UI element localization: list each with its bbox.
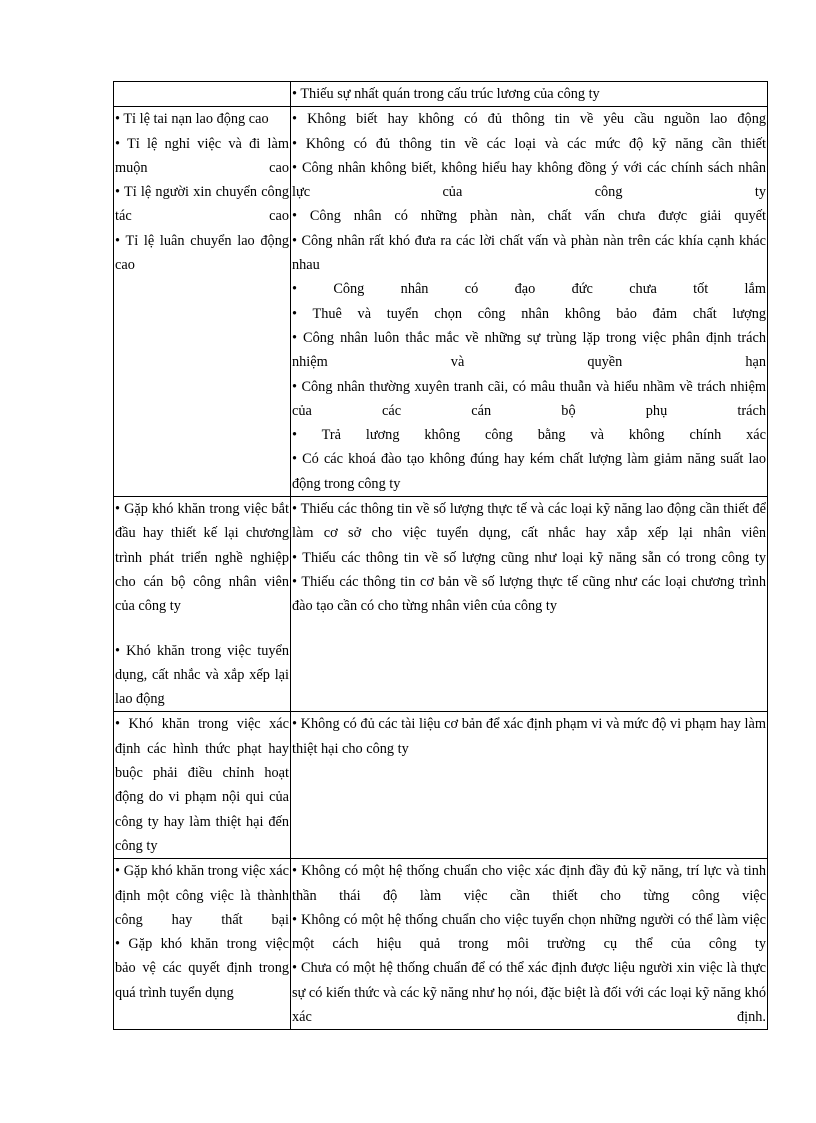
symptom-item: • Tỉ lệ luân chuyển lao động cao bbox=[115, 232, 289, 274]
cause-item: • Thiếu các thông tin về số lượng cũng như loại kỹ năng sẵn có trong công ty bbox=[292, 549, 766, 566]
cause-item: • Chưa có một hệ thống chuẩn để có thể xác định được liệu người xin việc là thực sự có kiến thức và các kỹ năng như họ nói, đặc biệt là đối với các loại kỹ năng khó xác định. bbox=[292, 960, 766, 1025]
cause-item: • Không có đủ thông tin về các loại và các mức độ kỹ năng cần thiết bbox=[292, 135, 766, 152]
cause-item: • Công nhân không biết, không hiểu hay không đồng ý với các chính sách nhân lực của công ty bbox=[292, 159, 766, 201]
cause-item: • Trả lương không công bằng và không chính xác bbox=[292, 427, 766, 444]
symptom-cell bbox=[114, 107, 291, 497]
symptom-cell bbox=[114, 859, 291, 1030]
cause-item: • Công nhân có đạo đức chưa tốt lắm bbox=[292, 281, 766, 298]
cause-item: • Thiếu các thông tin cơ bản về số lượng thực tế cũng như các loại chương trình đào tạo cần có cho từng nhân viên của công ty bbox=[292, 573, 766, 615]
cause-item: • Công nhân rất khó đưa ra các lời chất vấn và phàn nàn trên các khía cạnh khác nhau bbox=[292, 232, 766, 274]
table-row bbox=[114, 82, 768, 107]
cause-item: • Không có một hệ thống chuẩn cho việc tuyển chọn những người có thể làm việc một cách hiệu quả trong môi trường cụ thể của công ty bbox=[292, 911, 766, 953]
cause-item: • Có các khoá đào tạo không đúng hay kém chất lượng làm giảm năng suất lao động trong công ty bbox=[292, 451, 766, 492]
cause-item: • Không có đủ các tài liệu cơ bản để xác định phạm vi và mức độ vi phạm hay làm thiệt hại cho công ty bbox=[292, 716, 766, 757]
table-row bbox=[114, 859, 768, 1030]
cause-item: • Không biết hay không có đủ thông tin về yêu cầu nguồn lao động bbox=[292, 111, 766, 128]
symptom-item: • Gặp khó khăn trong việc bắt đầu hay thiết kế lại chương trình phát triển nghề nghiệp cho cán bộ công nhân viên của công ty bbox=[115, 501, 289, 615]
cause-item: • Thuê và tuyển chọn công nhân không bảo đảm chất lượng bbox=[292, 305, 766, 322]
table-row bbox=[114, 497, 768, 712]
symptom-item: • Gặp khó khăn trong việc xác định một công việc là thành công hay thất bại bbox=[115, 863, 289, 928]
symptom-item: • Khó khăn trong việc xác định các hình thức phạt hay buộc phải điều chỉnh hoạt động do vi phạm nội qui của công ty hay làm thiệt hại đến công ty bbox=[115, 716, 289, 854]
cause-cell bbox=[291, 859, 768, 1030]
symptom-item: • Tỉ lệ người xin chuyển công tác cao bbox=[115, 184, 289, 225]
symptom-item: • Khó khăn trong việc tuyển dụng, cất nhắc và xắp xếp lại lao động bbox=[115, 642, 289, 708]
cause-cell bbox=[291, 712, 768, 859]
cause-item: • Không có một hệ thống chuẩn cho việc xác định đầy đủ kỹ năng, trí lực và tinh thần thái độ làm việc cần thiết cho từng công việc bbox=[292, 863, 766, 904]
symptom-cell bbox=[114, 712, 291, 859]
table-row bbox=[114, 107, 768, 497]
symptom-cell bbox=[114, 497, 291, 712]
cause-cell bbox=[291, 107, 768, 497]
symptom-item: • Tỉ lệ nghỉ việc và đi làm muộn cao bbox=[115, 135, 289, 176]
cause-item: • Thiếu các thông tin về số lượng thực tế và các loại kỹ năng lao động cần thiết để làm cơ sở cho việc tuyển dụng, cất nhắc hay xắp xếp lại nhân viên bbox=[292, 501, 766, 542]
cause-item: • Công nhân thường xuyên tranh cãi, có mâu thuẫn và hiểu nhầm về trách nhiệm của các cán bộ phụ trách bbox=[292, 378, 766, 419]
table-row bbox=[114, 712, 768, 859]
cause-cell bbox=[291, 82, 768, 107]
cause-item: • Công nhân luôn thắc mắc về những sự trùng lặp trong việc phân định trách nhiệm và quyền hạn bbox=[292, 329, 766, 371]
problems-causes-table bbox=[113, 81, 768, 1030]
symptom-cell bbox=[114, 82, 291, 107]
cause-item: • Thiếu sự nhất quán trong cấu trúc lương của công ty bbox=[292, 86, 600, 102]
symptom-item: • Tỉ lệ tai nạn lao động cao bbox=[115, 111, 269, 128]
symptom-item: • Gặp khó khăn trong việc bảo vệ các quyết định trong quá trình tuyển dụng bbox=[115, 936, 289, 1001]
cause-cell bbox=[291, 497, 768, 712]
cause-item: • Công nhân có những phàn nàn, chất vấn chưa được giải quyết bbox=[292, 208, 766, 225]
